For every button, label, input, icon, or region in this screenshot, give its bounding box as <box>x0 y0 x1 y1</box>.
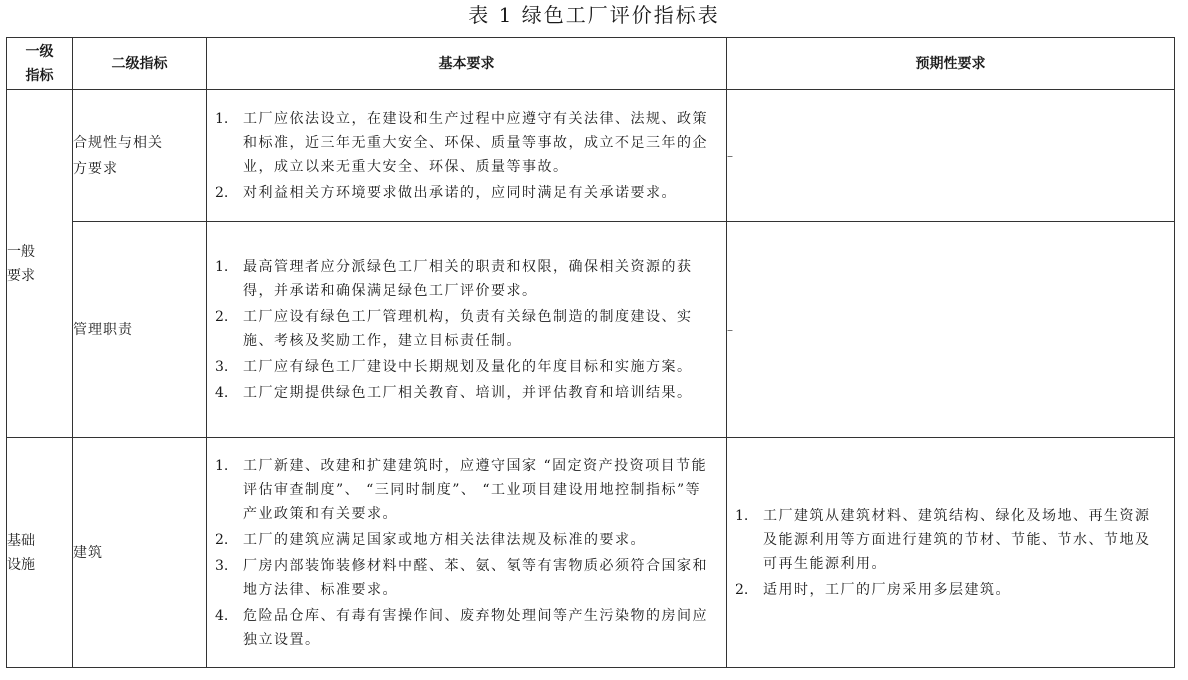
list-item: 2. 工厂应设有绿色工厂管理机构，负责有关绿色制造的制度建设、实施、考核及奖励工作，建立目标责任制。 <box>215 308 693 349</box>
level2-cell: 建筑 <box>73 438 207 668</box>
header-expected: 预期性要求 <box>727 38 1175 90</box>
table-row <box>7 222 1175 438</box>
table-row <box>7 90 1175 222</box>
basic-list <box>207 101 726 211</box>
level2-cell: 合规性与相关方要求 <box>73 90 207 222</box>
table-row <box>7 438 1175 668</box>
basic-cell <box>207 222 727 438</box>
level2-cell: 管理职责 <box>73 222 207 438</box>
list-item: 2. 适用时，工厂的厂房采用多层建筑。 <box>735 581 1011 598</box>
list-item: 1. 工厂应依法设立，在建设和生产过程中应遵守有关法律、法规、政策和标准，近三年无重大安全、环保、质量等事故，成立不足三年的企业，成立以来无重大安全、环保、质量等事故。 <box>215 110 708 175</box>
header-basic: 基本要求 <box>207 38 727 90</box>
list-item: 1. 工厂新建、改建和扩建建筑时，应遵守国家 “固定资产投资项目节能评估审查制度”、 “三同时制度”、 “工业项目建设用地控制指标”等产业政策和有关要求。 <box>215 457 708 522</box>
list-item: 2. 对利益相关方环境要求做出承诺的，应同时满足有关承诺要求。 <box>215 184 677 201</box>
basic-list <box>207 249 726 411</box>
level1-cell: 一般要求 <box>7 90 73 438</box>
list-item: 4. 危险品仓库、有毒有害操作间、废弃物处理间等产生污染物的房间应独立设置。 <box>215 607 708 648</box>
basic-cell <box>207 438 727 668</box>
header-level1: 一级指标 <box>7 38 73 90</box>
expected-list <box>727 498 1174 608</box>
expected-cell: – <box>727 222 1175 438</box>
list-item: 1. 工厂建筑从建筑材料、建筑结构、绿化及场地、再生资源及能源利用等方面进行建筑的节材、节能、节水、节地及可再生能源利用。 <box>735 507 1151 572</box>
table-title: 表 1 绿色工厂评价指标表 <box>468 3 720 27</box>
basic-cell <box>207 90 727 222</box>
evaluation-table <box>6 37 1175 668</box>
level1-cell: 基础设施 <box>7 438 73 668</box>
basic-list <box>207 448 726 658</box>
expected-cell: – <box>727 90 1175 222</box>
list-item: 3. 工厂应有绿色工厂建设中长期规划及量化的年度目标和实施方案。 <box>215 358 693 375</box>
expected-cell <box>727 438 1175 668</box>
list-item: 4. 工厂定期提供绿色工厂相关教育、培训，并评估教育和培训结果。 <box>215 384 693 401</box>
list-item: 1. 最高管理者应分派绿色工厂相关的职责和权限，确保相关资源的获得，并承诺和确保满足绿色工厂评价要求。 <box>215 258 693 299</box>
list-item: 2. 工厂的建筑应满足国家或地方相关法律法规及标准的要求。 <box>215 531 646 548</box>
header-row <box>7 38 1175 90</box>
header-level2: 二级指标 <box>73 38 207 90</box>
list-item: 3. 厂房内部装饰装修材料中醛、苯、氨、氡等有害物质必须符合国家和地方法律、标准要求。 <box>215 557 708 598</box>
